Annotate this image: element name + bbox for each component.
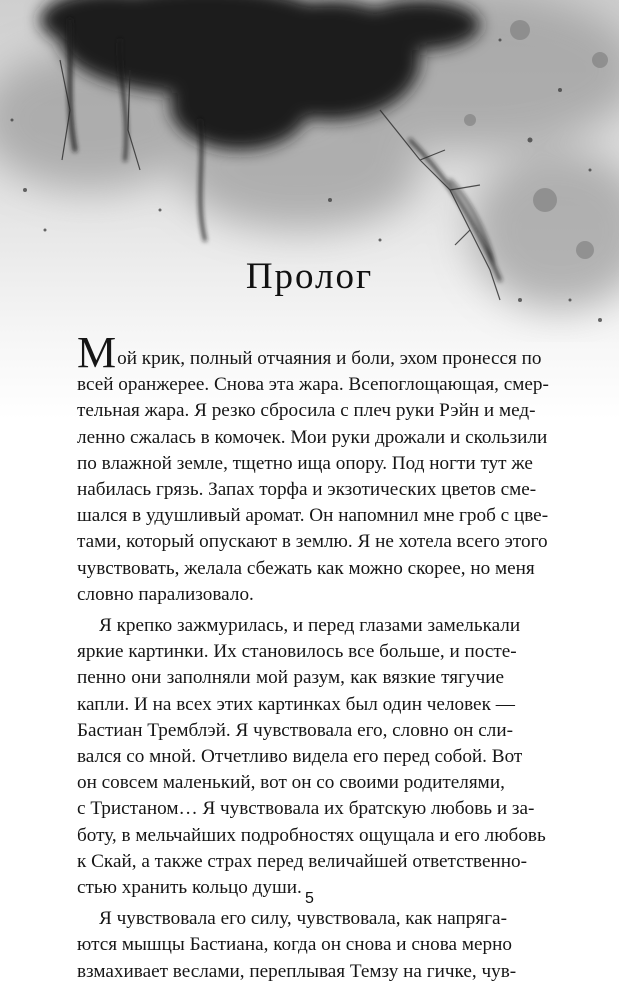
text-line: Бастиан Тремблэй. Я чувствовала его, словно он сли- bbox=[77, 719, 513, 741]
text-line: Я крепко зажмурилась, и перед глазами замелькали bbox=[99, 615, 521, 637]
text-line bbox=[77, 328, 542, 377]
text-line: шался в удушливый аромат. Он напомнил мне гроб с цве- bbox=[77, 505, 549, 527]
paragraph bbox=[77, 613, 546, 901]
text-line: набилась грязь. Запах торфа и экзотических цветов сме- bbox=[77, 479, 537, 501]
text-line: с Тристаном… Я чувствовала их братскую любовь и за- bbox=[77, 798, 535, 820]
paragraph bbox=[77, 906, 517, 985]
text-line: по влажной земле, тщетно ища опору. Под ногти тут же bbox=[77, 452, 533, 474]
text-line-content: ой крик, полный отчаяния и боли, эхом пронесся по bbox=[117, 348, 542, 369]
paragraph bbox=[77, 328, 549, 608]
text-line: ются мышцы Бастиана, когда он снова и снова мерно bbox=[77, 934, 512, 956]
text-line: вался со мной. Отчетливо видела его перед собой. Вот bbox=[77, 746, 523, 768]
drop-cap: М bbox=[77, 328, 117, 377]
text-line: пенно они заполняли мой разум, как вязкие тягучие bbox=[77, 667, 504, 689]
page-number: 5 bbox=[305, 890, 314, 907]
text-line: ленно сжалась в комочек. Мои руки дрожали и скользили bbox=[77, 426, 548, 448]
text-line: тами, который опускают в землю. Я не хотела всего этого bbox=[77, 531, 548, 553]
text-line: к Скай, а также страх перед величайшей ответственно- bbox=[77, 850, 528, 872]
text-line: стью хранить кольцо души. bbox=[77, 877, 302, 899]
text-line: всей оранжерее. Снова эта жара. Всепоглощающая, смер- bbox=[77, 374, 549, 396]
text-line: яркие картинки. Их становилось все больше, и посте- bbox=[77, 641, 517, 663]
text-line: он совсем маленький, вот он со своими родителями, bbox=[77, 772, 505, 794]
chapter-title: Пролог bbox=[245, 256, 374, 297]
text-line: боту, в мельчайших подробностях ощущала и его любовь bbox=[77, 824, 546, 846]
text-line: тельная жара. Я резко сбросила с плеч руки Рэйн и мед- bbox=[77, 400, 536, 422]
text-line: взмахивает веслами, переплывая Темзу на гичке, чув- bbox=[77, 960, 517, 982]
text-line: капли. И на всех этих картинках был один человек — bbox=[77, 693, 515, 715]
text-line: Я чувствовала его силу, чувствовала, как напряга- bbox=[99, 908, 507, 930]
text-line: словно парализовало. bbox=[77, 583, 254, 605]
text-line: чувствовать, желала сбежать как можно скорее, но меня bbox=[77, 557, 535, 579]
